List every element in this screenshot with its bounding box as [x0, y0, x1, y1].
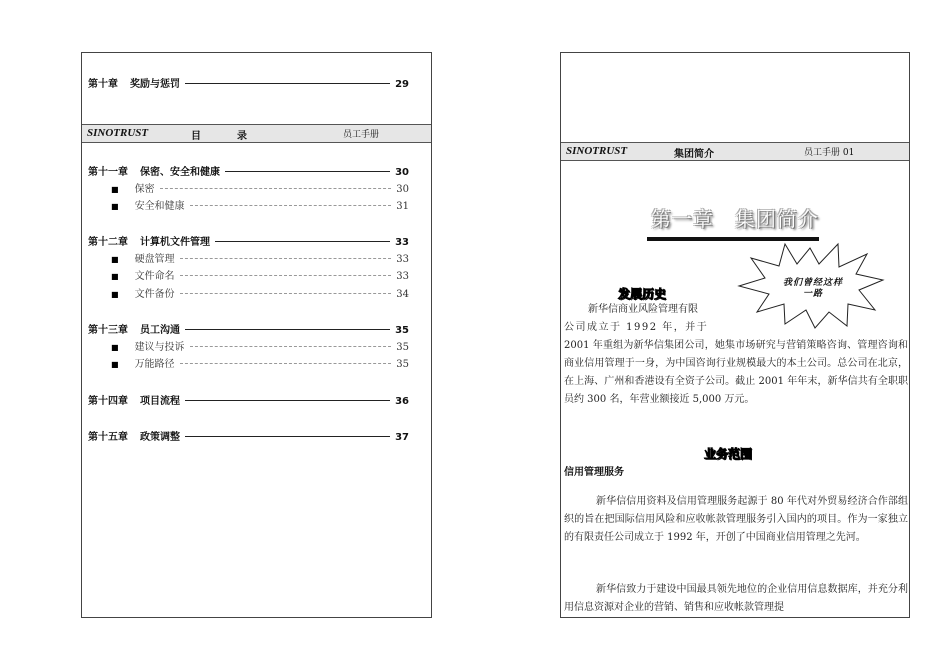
toc-leader	[180, 258, 392, 259]
toc-chapter-title: 保密、安全和健康	[140, 167, 220, 178]
toc-chapter-title: 奖励与惩罚	[130, 79, 180, 90]
toc-sub-title: 建议与投诉	[134, 342, 185, 353]
bullet-icon: ■	[111, 202, 119, 211]
toc-leader	[190, 205, 392, 206]
right-page	[560, 52, 910, 618]
toc-sub-item[interactable]	[111, 180, 409, 195]
toc-page-number: 35	[395, 325, 409, 336]
toc-leader	[160, 188, 392, 189]
toc-chapter-title: 计算机文件管理	[140, 237, 210, 248]
header-section-a: 目	[191, 131, 201, 142]
burst-caption: 我们曾经这样一路	[783, 278, 844, 299]
toc-chapter-title: 员工沟通	[140, 325, 180, 336]
toc-page-number: 31	[396, 201, 409, 212]
bullet-icon: ■	[111, 343, 119, 352]
toc-chapter-14[interactable]	[88, 392, 409, 407]
history-heading: 发展历史	[618, 287, 667, 301]
toc-sub-title: 安全和健康	[134, 201, 185, 212]
toc-page-number: 29	[395, 79, 409, 90]
toc-chapter-number: 第十章	[88, 79, 118, 90]
toc-sub-item[interactable]	[111, 267, 409, 282]
toc-page-number: 34	[396, 289, 409, 300]
toc-page-number: 33	[396, 271, 409, 282]
toc-leader	[180, 275, 392, 276]
toc-leader	[190, 346, 392, 347]
toc-chapter-13[interactable]	[88, 321, 409, 336]
toc-chapter-12[interactable]	[88, 233, 409, 248]
toc-leader	[185, 329, 390, 330]
toc-page-number: 35	[396, 359, 409, 370]
credit-paragraph-2: 新华信致力于建设中国最具领先地位的企业信用信息数据库，并充分利用信息资源对企业的营销、销售和应收帐款管理提	[564, 584, 908, 613]
credit-service-heading: 信用管理服务	[564, 467, 624, 478]
toc-chapter-title: 项目流程	[140, 396, 180, 407]
toc-sub-title: 文件备份	[134, 289, 175, 300]
toc-sub-item[interactable]	[111, 250, 409, 265]
toc-page-number: 36	[395, 396, 409, 407]
toc-leader	[185, 83, 390, 84]
toc-sub-title: 硬盘管理	[134, 254, 175, 265]
header-section: 集团简介	[674, 149, 714, 160]
bullet-icon: ■	[111, 290, 119, 299]
credit-paragraph-1: 新华信信用资料及信用管理服务起源于 80 年代对外贸易经济合作部组织的旨在把国际信用风险和应收帐款管理服务引入国内的项目。作为一家独立的有限责任公司成立于 1992 年，开创了中国商业信用管理之先河。	[564, 496, 908, 543]
header-manual: 员工手册 01	[804, 148, 855, 158]
bullet-icon: ■	[111, 360, 119, 369]
toc-leader	[185, 400, 390, 401]
toc-page-number: 30	[395, 167, 409, 178]
toc-page-number: 33	[395, 237, 409, 248]
business-heading: 业务范围	[704, 447, 753, 461]
toc-chapter-title: 政策调整	[140, 432, 180, 443]
toc-sub-item[interactable]	[111, 197, 409, 212]
toc-sub-item[interactable]	[111, 285, 409, 300]
history-line-2: 公司成立于 1992 年，并于	[564, 322, 709, 333]
history-paragraph: 2001 年重组为新华信集团公司，她集市场研究与营销策略咨询、管理咨询和商业信用管理于一身，为中国咨询行业规模最大的本土公司。总公司在北京，在上海、广州和香港设有全资子公司。截止 2001 年年末，新华信共有全职职员约 300 名，年营业额接近 5,000 万元。	[564, 340, 908, 405]
toc-leader	[225, 171, 390, 172]
toc-chapter-number: 第十五章	[88, 432, 128, 443]
left-page-header	[82, 124, 431, 143]
toc-chapter-11[interactable]	[88, 163, 409, 178]
toc-sub-item[interactable]	[111, 355, 409, 370]
left-page	[81, 52, 432, 618]
toc-page-number: 30	[396, 184, 409, 195]
toc-chapter-10[interactable]	[88, 75, 409, 90]
brand-name: SINOTRUST	[566, 145, 628, 157]
toc-sub-title: 文件命名	[134, 271, 175, 282]
toc-chapter-number: 第十二章	[88, 237, 128, 248]
bullet-icon: ■	[111, 272, 119, 281]
toc-leader	[185, 436, 390, 437]
bullet-icon: ■	[111, 255, 119, 264]
toc-leader	[215, 241, 390, 242]
bullet-icon: ■	[111, 185, 119, 194]
toc-chapter-number: 第十四章	[88, 396, 128, 407]
toc-sub-title: 保密	[134, 184, 155, 195]
toc-chapter-number: 第十三章	[88, 325, 128, 336]
toc-leader	[180, 363, 392, 364]
toc-sub-item[interactable]	[111, 338, 409, 353]
history-line-1: 新华信商业风险管理有限	[588, 304, 698, 315]
toc-sub-title: 万能路径	[134, 359, 175, 370]
toc-page-number: 37	[395, 432, 409, 443]
right-page-header	[561, 142, 909, 161]
header-manual: 员工手册	[343, 130, 380, 140]
brand-name: SINOTRUST	[87, 127, 149, 139]
chapter-title: 第一章 集团简介	[651, 207, 819, 231]
header-section-b: 录	[237, 131, 247, 142]
toc-page-number: 35	[396, 342, 409, 353]
toc-chapter-number: 第十一章	[88, 167, 128, 178]
toc-leader	[180, 293, 392, 294]
toc-page-number: 33	[396, 254, 409, 265]
toc-chapter-15[interactable]	[88, 428, 409, 443]
